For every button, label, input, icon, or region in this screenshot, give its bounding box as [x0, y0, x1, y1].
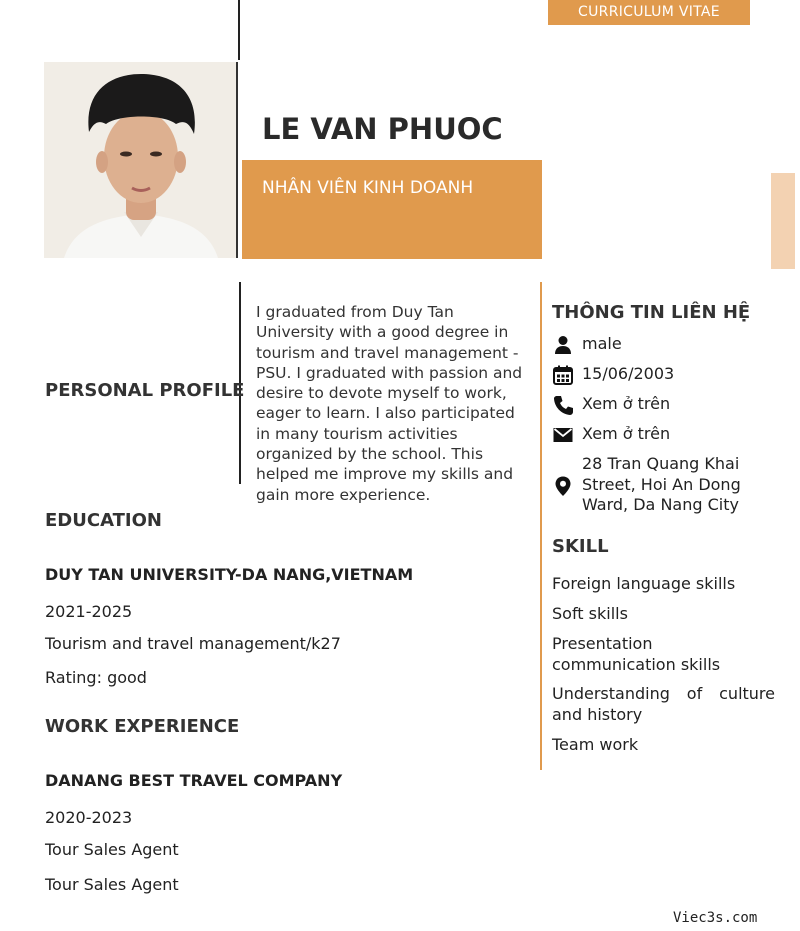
- work-company: DANANG BEST TRAVEL COMPANY: [45, 771, 343, 790]
- job-title: NHÂN VIÊN KINH DOANH: [262, 178, 474, 198]
- work-experience-heading: WORK EXPERIENCE: [45, 716, 240, 737]
- watermark-text: Viec3s.com: [673, 910, 758, 926]
- education-period: 2021-2025: [45, 602, 133, 621]
- work-period: 2020-2023: [45, 808, 133, 827]
- education-major: Tourism and travel management/k27: [45, 634, 341, 653]
- contact-email: [552, 424, 670, 446]
- contact-dob-text: 15/06/2003: [582, 364, 675, 383]
- contact-email-text: Xem ở trên: [582, 424, 671, 443]
- job-title-box: [242, 160, 542, 259]
- education-rating: Rating: good: [45, 668, 147, 687]
- contact-gender-text: male: [582, 334, 622, 353]
- top-divider-line: [238, 0, 240, 60]
- skill-item: Understanding of culture and history: [552, 684, 775, 724]
- education-heading: EDUCATION: [45, 510, 162, 531]
- location-pin-icon: [552, 475, 574, 497]
- skill-item: Team work: [552, 735, 639, 754]
- skill-heading: SKILL: [552, 536, 609, 557]
- personal-profile-text: I graduated from Duy Tan University with a good degree in tourism and travel management - PSU. I graduated with passion and desire to devote myself to work, eager to learn. I also participated in many tourism activities organized by the school. This helped me improve my skills and gain more experience.: [256, 303, 523, 504]
- education-school: DUY TAN UNIVERSITY-DA NANG,VIETNAM: [45, 565, 414, 584]
- profile-photo: [44, 62, 238, 258]
- cv-label: CURRICULUM VITAE: [548, 0, 750, 25]
- contact-heading: THÔNG TIN LIÊN HỆ: [552, 302, 751, 323]
- work-role: Tour Sales Agent: [45, 875, 179, 894]
- contact-address: [552, 454, 752, 516]
- skill-item: Presentation communication skills: [552, 634, 721, 674]
- contact-phone: [552, 394, 670, 416]
- candidate-name: LE VAN PHUOC: [262, 112, 503, 146]
- contact-gender: [552, 334, 622, 356]
- personal-profile-heading: PERSONAL PROFILE: [45, 380, 245, 401]
- sidebar-divider-line: [540, 282, 542, 770]
- skill-item: Foreign language skills: [552, 574, 736, 593]
- person-icon: [552, 334, 574, 356]
- contact-phone-text: Xem ở trên: [582, 394, 671, 413]
- contact-address-text: 28 Tran Quang Khai Street, Hoi An Dong Ward, Da Nang City: [582, 454, 741, 514]
- contact-dob: [552, 364, 674, 386]
- work-role: Tour Sales Agent: [45, 840, 179, 859]
- phone-icon: [552, 394, 574, 416]
- calendar-icon: [552, 364, 574, 386]
- mail-icon: [552, 424, 574, 446]
- skill-item: Soft skills: [552, 604, 628, 623]
- decorative-bar: [771, 173, 795, 269]
